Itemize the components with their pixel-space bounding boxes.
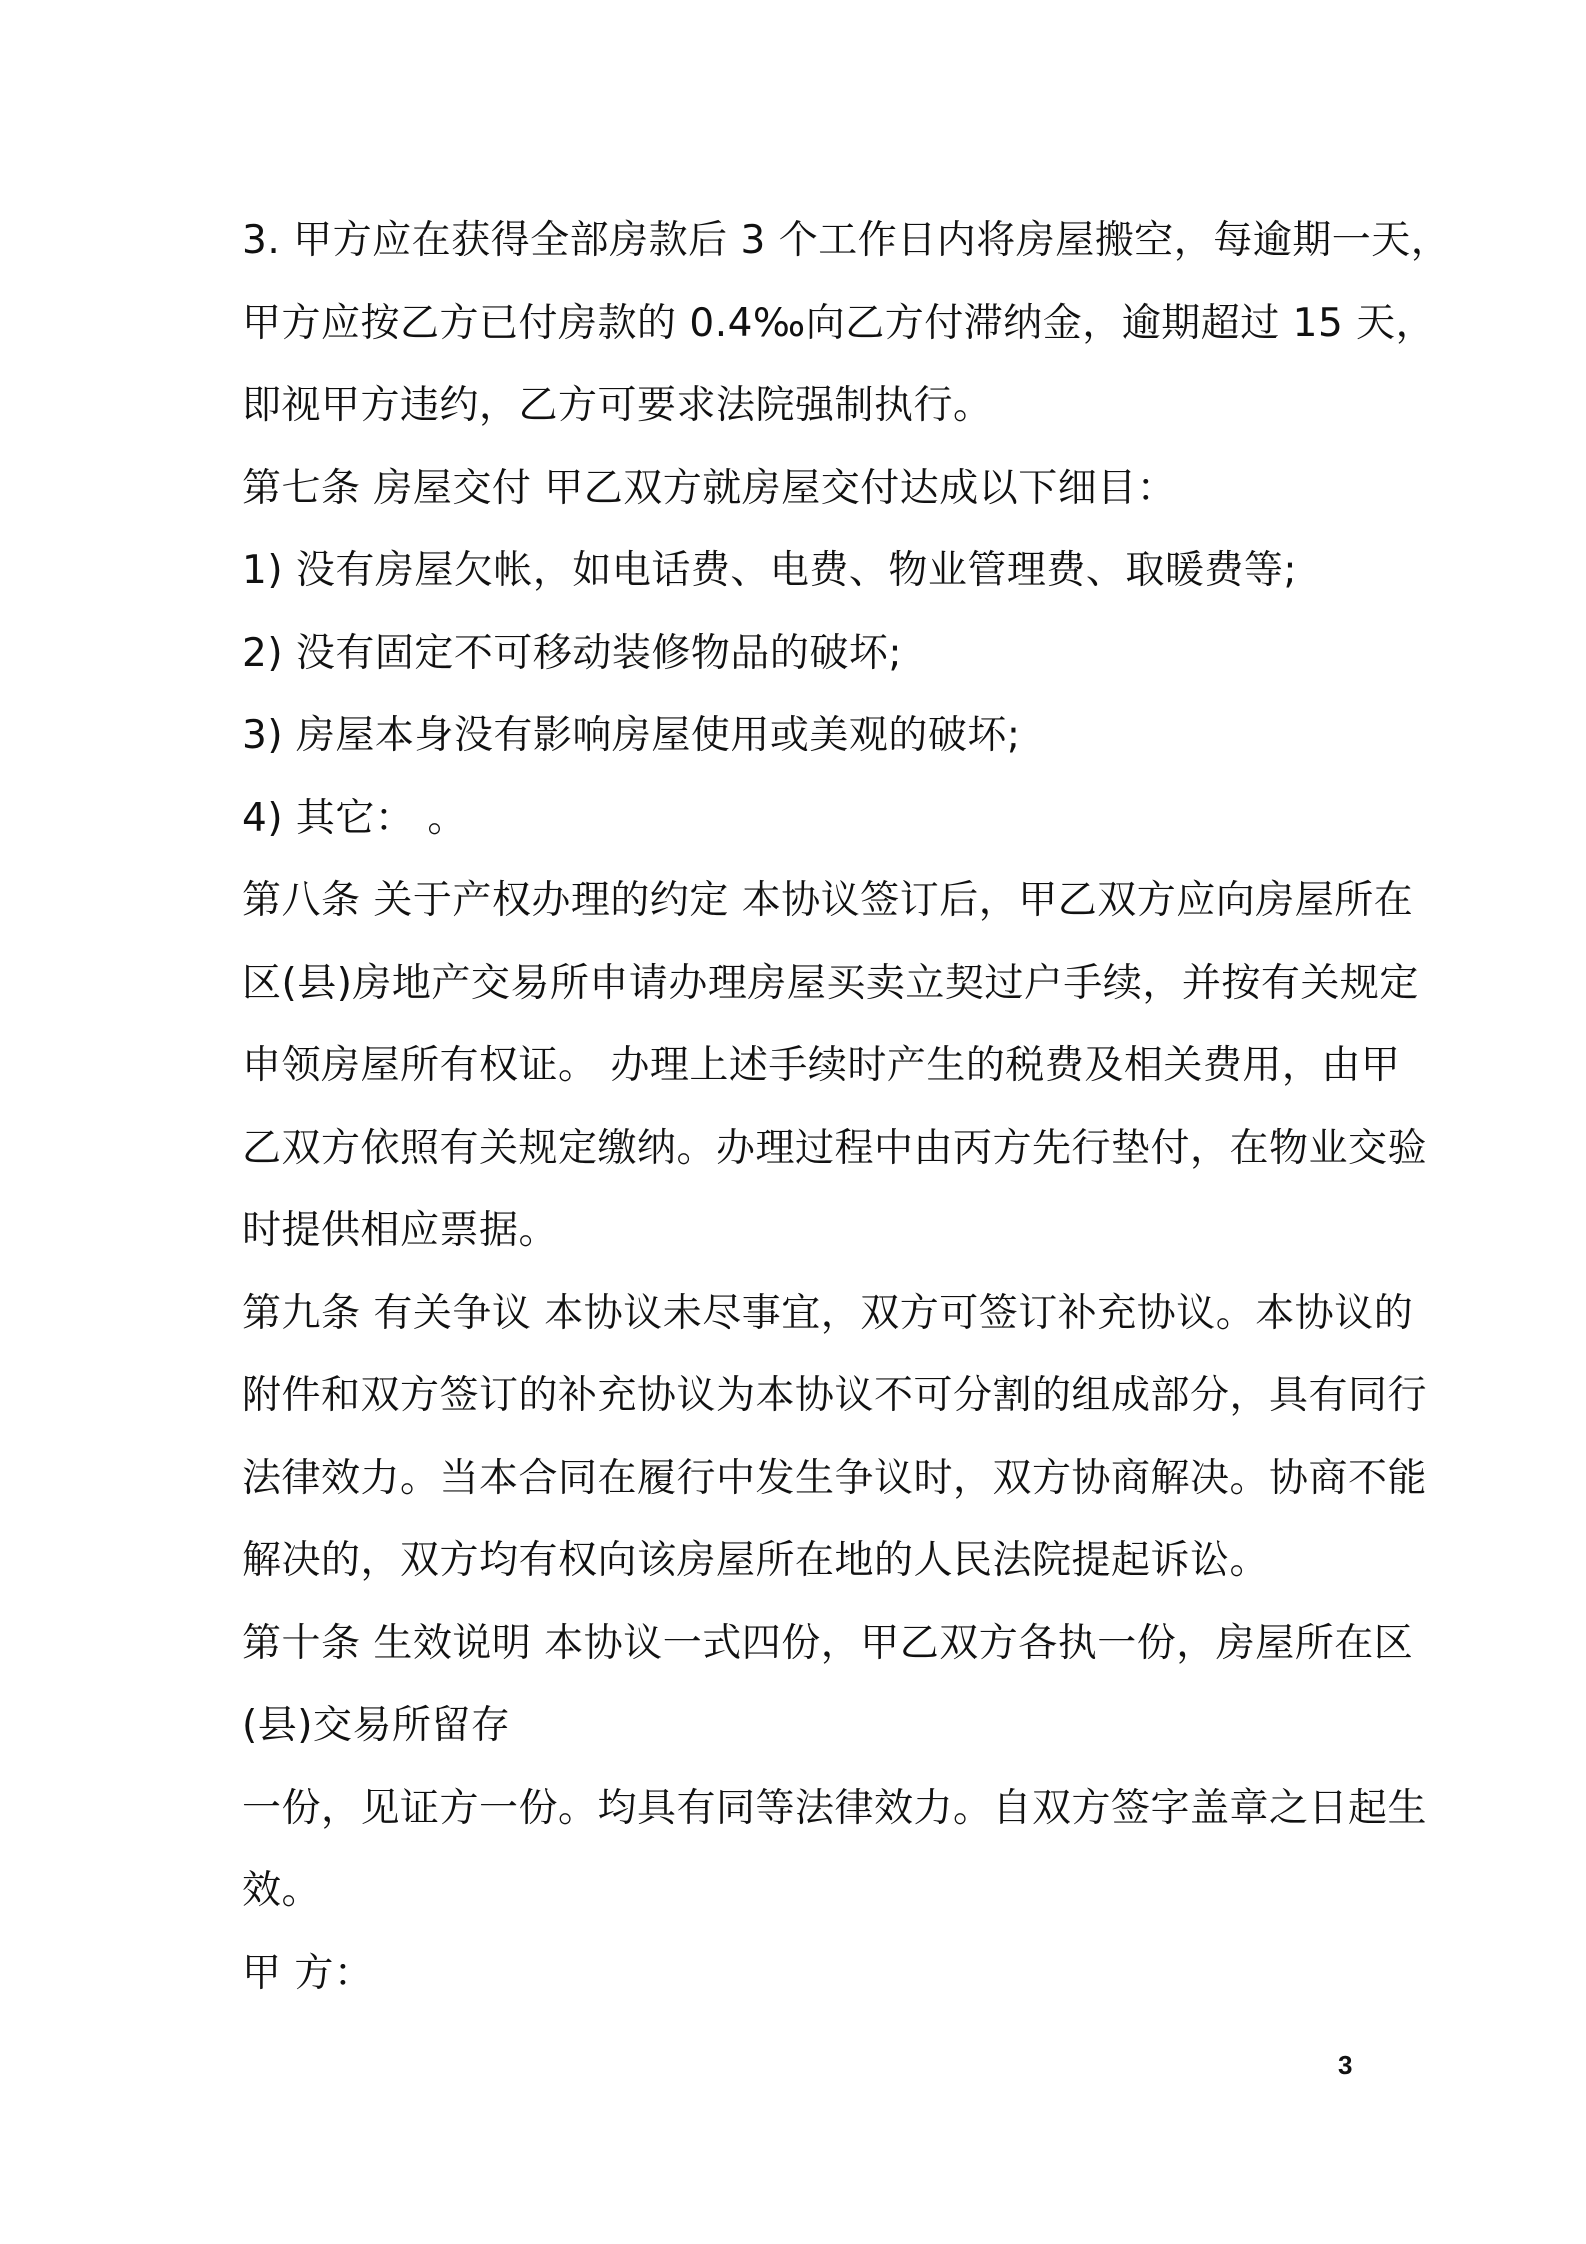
article-7-item-2: 2) 没有固定不可移动装修物品的破坏; [242, 630, 903, 676]
article-9-line-1: 第九条 有关争议 本协议未尽事宜，双方可签订补充协议。本协议的 [242, 1290, 1414, 1336]
article-7-item-4: 4) 其它： 。 [242, 795, 467, 841]
article-8-line-3: 申领房屋所有权证。 办理上述手续时产生的税费及相关费用，由甲 [242, 1043, 1401, 1088]
article-9-line-4: 解决的，双方均有权向该房屋所在地的人民法院提起诉讼。 [242, 1538, 1270, 1583]
clause-3-line-2: 甲方应按乙方已付房款的 0.4‰向乙方付滞纳金，逾期超过 15 天， [242, 300, 1436, 346]
page-number: 3 [1338, 2050, 1353, 2080]
party-a-signature-label: 甲 方： [242, 1950, 374, 1996]
article-7-item-3: 3) 房屋本身没有影响房屋使用或美观的破坏; [242, 713, 1021, 758]
article-8-line-4: 乙双方依照有关规定缴纳。办理过程中由丙方先行垫付，在物业交验 [242, 1125, 1428, 1171]
article-7-heading: 第七条 房屋交付 甲乙双方就房屋交付达成以下细目： [242, 465, 1177, 511]
document-body [242, 200, 1451, 2015]
article-10-line-3: 一份，见证方一份。均具有同等法律效力。自双方签字盖章之日起生 [242, 1785, 1428, 1831]
article-8-line-2: 区(县)房地产交易所申请办理房屋买卖立契过户手续，并按有关规定 [242, 960, 1419, 1006]
clause-3-line-1: 3. 甲方应在获得全部房款后 3 个工作日内将房屋搬空，每逾期一天， [242, 218, 1451, 263]
clause-3-line-3: 即视甲方违约，乙方可要求法院强制执行。 [242, 383, 993, 428]
article-9-line-2: 附件和双方签订的补充协议为本协议不可分割的组成部分，具有同行 [242, 1373, 1428, 1418]
article-10-line-2: (县)交易所留存 [242, 1703, 511, 1748]
article-8-line-1: 第八条 关于产权办理的约定 本协议签订后，甲乙双方应向房屋所在 [242, 878, 1414, 923]
article-8-line-5: 时提供相应票据。 [242, 1208, 559, 1253]
article-10-line-1: 第十条 生效说明 本协议一式四份，甲乙双方各执一份，房屋所在区 [242, 1620, 1414, 1666]
article-9-line-3: 法律效力。当本合同在履行中发生争议时，双方协商解决。协商不能 [242, 1455, 1428, 1501]
article-10-line-4: 效。 [242, 1868, 322, 1913]
article-7-item-1: 1) 没有房屋欠帐，如电话费、电费、物业管理费、取暖费等; [242, 548, 1298, 593]
